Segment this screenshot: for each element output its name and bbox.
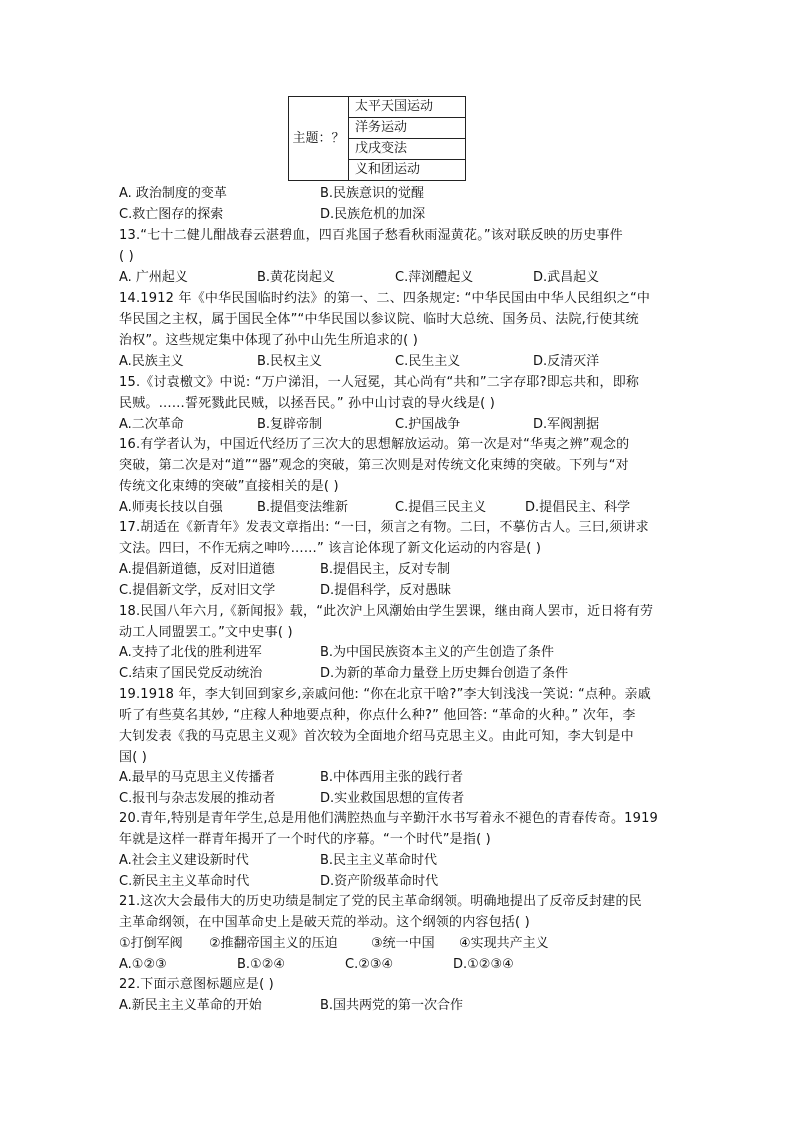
q18-options-row — [119, 642, 679, 663]
q14-option-d: D.反清灭洋 — [533, 354, 600, 369]
stem-line: 14.1912 年《中华民国临时约法》的第一、二、四条规定: “中华民国由中华人民组织之“中 — [119, 291, 651, 306]
stem-line: 19.1918 年，李大钊回到家乡,亲戚问他: “你在北京干啥?”李大钊浅浅一笑说: “点种。亲戚 — [119, 687, 651, 702]
q21-options-row — [119, 954, 679, 975]
q20-option-a: A.社会主义建设新时代 — [119, 853, 249, 868]
q18-option-b: B.为中国民族资本主义的产生创造了条件 — [320, 645, 555, 660]
q17-option-d: D.提倡科学，反对愚昧 — [320, 583, 452, 598]
question-15-stem — [119, 372, 679, 414]
question-13-stem — [119, 225, 679, 267]
q21-choice-2: ②推翻帝国主义的压迫 — [209, 936, 338, 951]
q22-option-a: A.新民主主义革命的开始 — [119, 998, 262, 1013]
q15-option-b: B.复辟帝制 — [257, 417, 323, 432]
q13-option-b: B.黄花岗起义 — [257, 270, 336, 285]
q18-option-d: D.为新的革命力量登上历史舞台创造了条件 — [320, 666, 569, 681]
q21-choice-4: ④实现共产主义 — [459, 936, 549, 951]
question-18-stem — [119, 601, 679, 643]
question-17-stem — [119, 517, 679, 559]
stem-line: 18.民国八年六月,《新闻报》载，“此次沪上风潮始由学生罢课，继由商人罢市，近日将有劳 — [119, 604, 654, 619]
q21-choice-3: ③统一中国 — [371, 936, 435, 951]
q13-option-a: A. 广州起义 — [119, 270, 188, 285]
q20-option-b: B.民主主义革命时代 — [320, 853, 438, 868]
q19-option-c: C.报刊与杂志发展的推动者 — [119, 791, 276, 806]
stem-line: 大钊发表《我的马克思主义观》首次较为全面地介绍马克思主义。由此可知，李大钊是中 — [119, 729, 634, 744]
q13-option-c: C.萍浏醴起义 — [395, 270, 474, 285]
question-14-stem — [119, 288, 679, 351]
q21-option-b: B.①②④ — [237, 957, 286, 972]
stem-line: 21.这次大会最伟大的历史功绩是制定了党的民主革命纲领。明确地提出了反帝反封建的民 — [119, 894, 642, 909]
q20-options-row — [119, 850, 679, 871]
question-21-stem — [119, 891, 679, 933]
q12-option-d: D.民族危机的加深 — [320, 207, 426, 222]
q21-choice-1: ①打倒军阀 — [119, 936, 183, 951]
stem-line: ( ) — [119, 249, 134, 264]
q17-option-c: C.提倡新文学，反对旧文学 — [119, 583, 276, 598]
q19-option-a: A.最早的马克思主义传播者 — [119, 770, 275, 785]
stem-line: 年就是这样一群青年揭开了一个时代的序幕。“一个时代”是指( ) — [119, 832, 491, 847]
stem-line: 22.下面示意图标题应是( ) — [119, 977, 274, 992]
q17-option-a: A.提倡新道德，反对旧道德 — [119, 562, 275, 577]
theme-table — [288, 96, 466, 181]
q22-options-row — [119, 995, 679, 1016]
q14-option-a: A.民族主义 — [119, 354, 184, 369]
stem-line: 20.青年,特别是青年学生,总是用他们满腔热血与辛勤汗水书写着永不褪色的青春传奇。1919 — [119, 811, 659, 826]
q17-options-row — [119, 559, 679, 580]
stem-line: 国( ) — [119, 750, 148, 765]
q14-option-c: C.民生主义 — [395, 354, 461, 369]
q12-options-row — [119, 183, 679, 204]
q18-option-c: C.结束了国民党反动统治 — [119, 666, 263, 681]
q12-options-row — [119, 204, 679, 225]
q15-options-row — [119, 414, 679, 435]
q20-option-c: C.新民主主义革命时代 — [119, 874, 250, 889]
q19-option-d: D.实业救国思想的宣传者 — [320, 791, 465, 806]
q15-option-a: A.二次革命 — [119, 417, 184, 432]
q17-options-row — [119, 580, 679, 601]
q16-option-c: C.提倡三民主义 — [395, 500, 487, 515]
stem-line: 15.《讨袁檄文》中说: “万户涕泪，一人冠冕，其心尚有“共和”二字存耶?即忘共和，即称 — [119, 375, 640, 390]
q22-option-b: B.国共两党的第一次合作 — [320, 998, 464, 1013]
theme-item: 太平天国运动 — [349, 97, 466, 118]
q21-option-c: C.②③④ — [345, 957, 394, 972]
q15-option-c: C.护国战争 — [395, 417, 461, 432]
theme-item: 义和团运动 — [349, 160, 466, 181]
q14-option-b: B.民权主义 — [257, 354, 323, 369]
q12-option-c: C.救亡图存的探索 — [119, 207, 224, 222]
question-20-stem — [119, 808, 679, 850]
q13-option-d: D.武昌起义 — [533, 270, 600, 285]
stem-line: 华民国之主权，属于国民全体”“中华民国以参议院、临时大总统、国务员、法院,行使其统 — [119, 312, 639, 327]
q19-options-row — [119, 788, 679, 809]
question-19-stem — [119, 684, 679, 768]
theme-item: 戊戌变法 — [349, 139, 466, 160]
q17-option-b: B.提倡民主，反对专制 — [320, 562, 451, 577]
q16-option-b: B.提倡变法维新 — [257, 500, 349, 515]
question-22-stem — [119, 974, 679, 995]
q18-option-a: A.支持了北伐的胜利进军 — [119, 645, 262, 660]
stem-line: 传统文化束缚的突破”直接相关的是( ) — [119, 479, 339, 494]
stem-line: 13.“七十二健儿酣战春云湛碧血，四百兆国子愁看秋雨湿黄花。”该对联反映的历史事件 — [119, 228, 623, 243]
q21-option-d: D.①②③④ — [453, 957, 514, 972]
q18-options-row — [119, 663, 679, 684]
q16-option-d: D.提倡民主、科学 — [525, 500, 631, 515]
stem-line: 听了有些莫名其妙, “庄稼人种地要点种，你点什么种?” 他回答: “革命的火种。” 次年，李 — [119, 708, 636, 723]
q13-options-row — [119, 267, 679, 288]
q20-options-row — [119, 871, 679, 892]
q16-options-row — [119, 497, 679, 518]
stem-line: 主革命纲领，在中国革命史上是破天荒的举动。这个纲领的内容包括( ) — [119, 915, 530, 930]
q21-choices-row — [119, 933, 679, 954]
q12-option-a: A. 政治制度的变革 — [119, 186, 227, 201]
stem-line: 突破，第二次是对“道”“器”观念的突破，第三次则是对传统文化束缚的突破。下列与“对 — [119, 458, 629, 473]
q20-option-d: D.资产阶级革命时代 — [320, 874, 439, 889]
theme-item: 洋务运动 — [349, 118, 466, 139]
stem-line: 民贼。……誓死戮此民贼，以拯吾民。” 孙中山讨袁的导火线是( ) — [119, 396, 496, 411]
stem-line: 17.胡适在《新青年》发表文章指出: “一曰，须言之有物。二曰，不摹仿古人。三曰,须讲求 — [119, 520, 649, 535]
q16-option-a: A.师夷长技以自强 — [119, 500, 223, 515]
theme-label: 主题：？ — [289, 97, 349, 181]
q19-options-row — [119, 767, 679, 788]
stem-line: 文法。四曰，不作无病之呻吟……” 该言论体现了新文化运动的内容是( ) — [119, 541, 542, 556]
stem-line: 动工人同盟罢工。”文中史事( ) — [119, 625, 293, 640]
q21-option-a: A.①②③ — [119, 957, 167, 972]
stem-line: 治权”。这些规定集中体现了孙中山先生所追求的( ) — [119, 333, 419, 348]
q14-options-row — [119, 351, 679, 372]
stem-line: 16.有学者认为，中国近代经历了三次大的思想解放运动。第一次是对“华夷之辨”观念的 — [119, 437, 630, 452]
q15-option-d: D.军阀割据 — [533, 417, 600, 432]
q12-option-b: B.民族意识的觉醒 — [320, 186, 425, 201]
question-16-stem — [119, 434, 679, 497]
q19-option-b: B.中体西用主张的践行者 — [320, 770, 464, 785]
